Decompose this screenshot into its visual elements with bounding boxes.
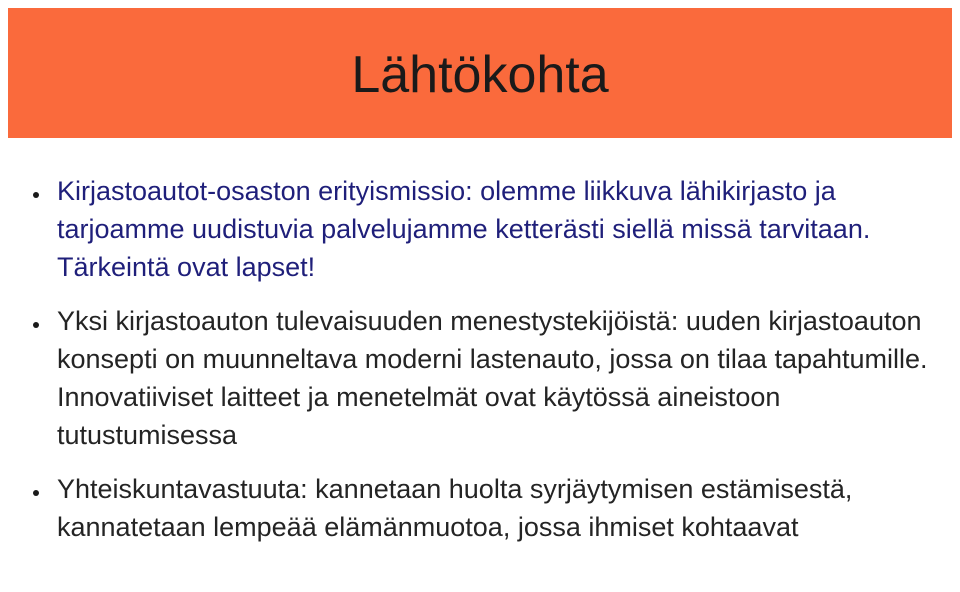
bullet-list: [0, 172, 960, 546]
bullet-dot-icon: [33, 192, 39, 198]
bullet-item-mission: [0, 172, 960, 286]
slide-title: Lähtökohta: [351, 46, 609, 104]
bullet-text: Yhteiskuntavastuuta: kannetaan huolta syrjäytymisen estämisestä, kannatetaan lempeää elämänmuotoa, jossa ihmiset kohtaavat: [57, 474, 853, 542]
bullet-item-social-responsibility: [0, 470, 960, 546]
title-bar: [8, 8, 952, 138]
bullet-dot-icon: [33, 490, 39, 496]
bullet-item-success-factors: [0, 302, 960, 454]
bullet-text: Yksi kirjastoauton tulevaisuuden menestystekijöistä: uuden kirjastoauton konsepti on muunneltava moderni lastenauto, jossa on tilaa tapahtumille. Innovatiiviset laitteet ja menetelmät ovat käytössä aineistoon tutustumisessa: [57, 306, 928, 450]
bullet-text: Kirjastoautot-osaston erityismissio: olemme liikkuva lähikirjasto ja tarjoamme uudistuvia palvelujamme ketterästi siellä missä tarvitaan. Tärkeintä ovat lapset!: [57, 176, 871, 282]
bullet-dot-icon: [33, 322, 39, 328]
